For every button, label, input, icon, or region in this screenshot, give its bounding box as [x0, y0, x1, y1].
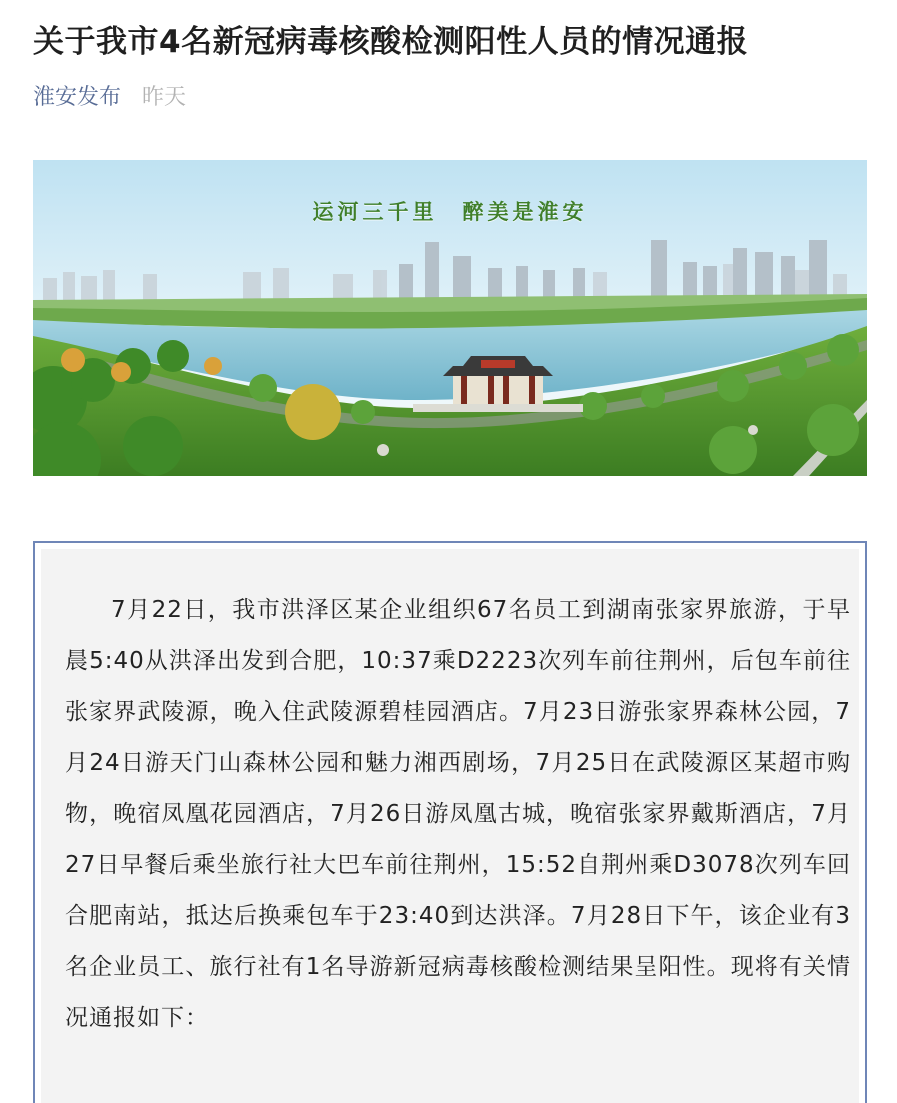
notice-box	[33, 541, 867, 1103]
publish-date: 昨天	[142, 85, 187, 110]
notice-box-inner	[41, 549, 859, 1103]
article-meta	[33, 82, 186, 114]
author-link[interactable]: 淮安发布	[33, 85, 122, 110]
notice-paragraph: 7月22日，我市洪泽区某企业组织67名员工到湖南张家界旅游，于早晨5:40从洪泽出发到合肥，10:37乘D2223次列车前往荆州，后包车前往张家界武陵源，晚入住武陵源碧桂园酒店。7月23日游张家界森林公园，7月24日游天门山森林公园和魅力湘西剧场，7月25日在武陵源区某超市购物，晚宿凤凰花园酒店，7月26日游凤凰古城，晚宿张家界戴斯酒店，7月27日早餐后乘坐旅行社大巴车前往荆州，15:52自荆州乘D3078次列车回合肥南站，抵达后换乘包车于23:40到达洪泽。7月28日下午，该企业有3名企业员工、旅行社有1名导游新冠病毒核酸检测结果呈阳性。现将有关情况通报如下：	[65, 597, 851, 1031]
banner-image	[33, 160, 867, 476]
article-title: 关于我市4名新冠病毒核酸检测阳性人员的情况通报	[33, 24, 749, 60]
banner-slogan: 运河三千里 醉美是淮安	[312, 199, 588, 224]
